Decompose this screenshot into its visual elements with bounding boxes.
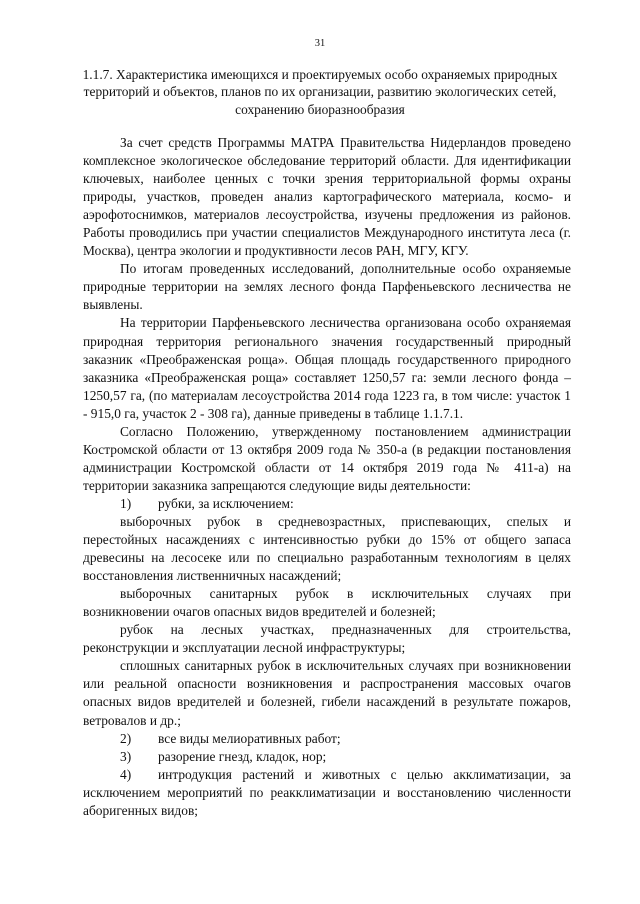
list-item-text: интродукция растений и животных с целью акклиматизации, за исключением мероприятий по реакклиматизации и восстановлению численности аборигенных видов; (83, 766, 571, 818)
list-item-text: выборочных санитарных рубок в исключительных случаях при возникновении очагов опасных видов вредителей и болезней; (83, 586, 571, 620)
list-item-number: 3) (120, 748, 132, 764)
list-item (83, 495, 571, 513)
list-item (83, 621, 571, 657)
list-item-text: разорение гнезд, кладок, нор; (158, 748, 327, 764)
list-item-number: 2) (120, 730, 132, 746)
paragraph-regulation: Согласно Положению, утвержденному постановлением администрации Костромской области от 13 октября 2009 года № 350-а (в редакции постановления администрации Костромской области от 14 октября 2019 года № 411-а) на территории заказника запрещаются следующие виды деятельности: (83, 423, 571, 493)
paragraph-research-results: По итогам проведенных исследований, дополнительные особо охраняемые природные территории на землях лесного фонда Парфеньевского лесничества не выявлены. (83, 261, 571, 313)
list-item-number: 4) (120, 766, 132, 782)
list-item-text: все виды мелиоративных работ; (158, 730, 341, 746)
list-item (83, 513, 571, 585)
paragraph-reserve-area: На территории Парфеньевского лесничества организована особо охраняемая природная территория регионального значения государственный природный заказник «Преображенская роща». Общая площадь государственного природного заказника «Преображенская роща» составляет 1250,57 га: земли лесного фонда – 1250,57 га, (по материалам лесоустройства 2014 года 1223 га, в том числе: участок 1 - 915,0 га, участок 2 - 308 га), данные приведены в таблице 1.1.7.1. (83, 315, 571, 421)
section-heading: 1.1.7. Характеристика имеющихся и проектируемых особо охраняемых природных территорий и объектов, планов по их организации, развитию экологических сетей, сохранению биоразнообразия (82, 67, 558, 117)
list-item-text: сплошных санитарных рубок в исключительных случаях при возникновении или реальной опасности возникновения и распространения массовых очагов опасных видов вредителей и болезней, гибели насаждений в результате пожаров, ветровалов и др.; (83, 658, 571, 728)
list-item-text: выборочных рубок в средневозрастных, приспевающих, спелых и перестойных насаждениях с интенсивностью рубки до 15% от общего запаса древесины на лесосеке или по специально разработанным технологиям в целях восстановления лиственничных насаждений; (83, 513, 571, 584)
list-item (83, 730, 571, 748)
list-item (83, 657, 571, 729)
list-item-number: 1) (120, 495, 132, 511)
list-item-text: рубки, за исключением: (158, 495, 294, 511)
document-body (83, 134, 571, 820)
list-item (83, 766, 571, 820)
list-item (83, 748, 571, 766)
list-item (83, 585, 571, 621)
list-item-text: рубок на лесных участках, предназначенных для строительства, реконструкции и эксплуатации лесной инфраструктуры; (83, 622, 571, 656)
page-number: 31 (314, 38, 326, 49)
paragraph-matra-program: За счет средств Программы МАТРА Правительства Нидерландов проведено комплексное экологическое обследование территорий области. Для идентификации ключевых, наиболее ценных с точки зрения территориальной формы охраны природы, участков, проведен анализ картографического материала, космо- и аэрофотоснимков, материалов лесоустройства, изучены предложения из районов. Работы проводились при участии специалистов Международного института леса (г. Москва), центра экологии и продуктивности лесов РАН, МГУ, КГУ. (83, 135, 571, 259)
